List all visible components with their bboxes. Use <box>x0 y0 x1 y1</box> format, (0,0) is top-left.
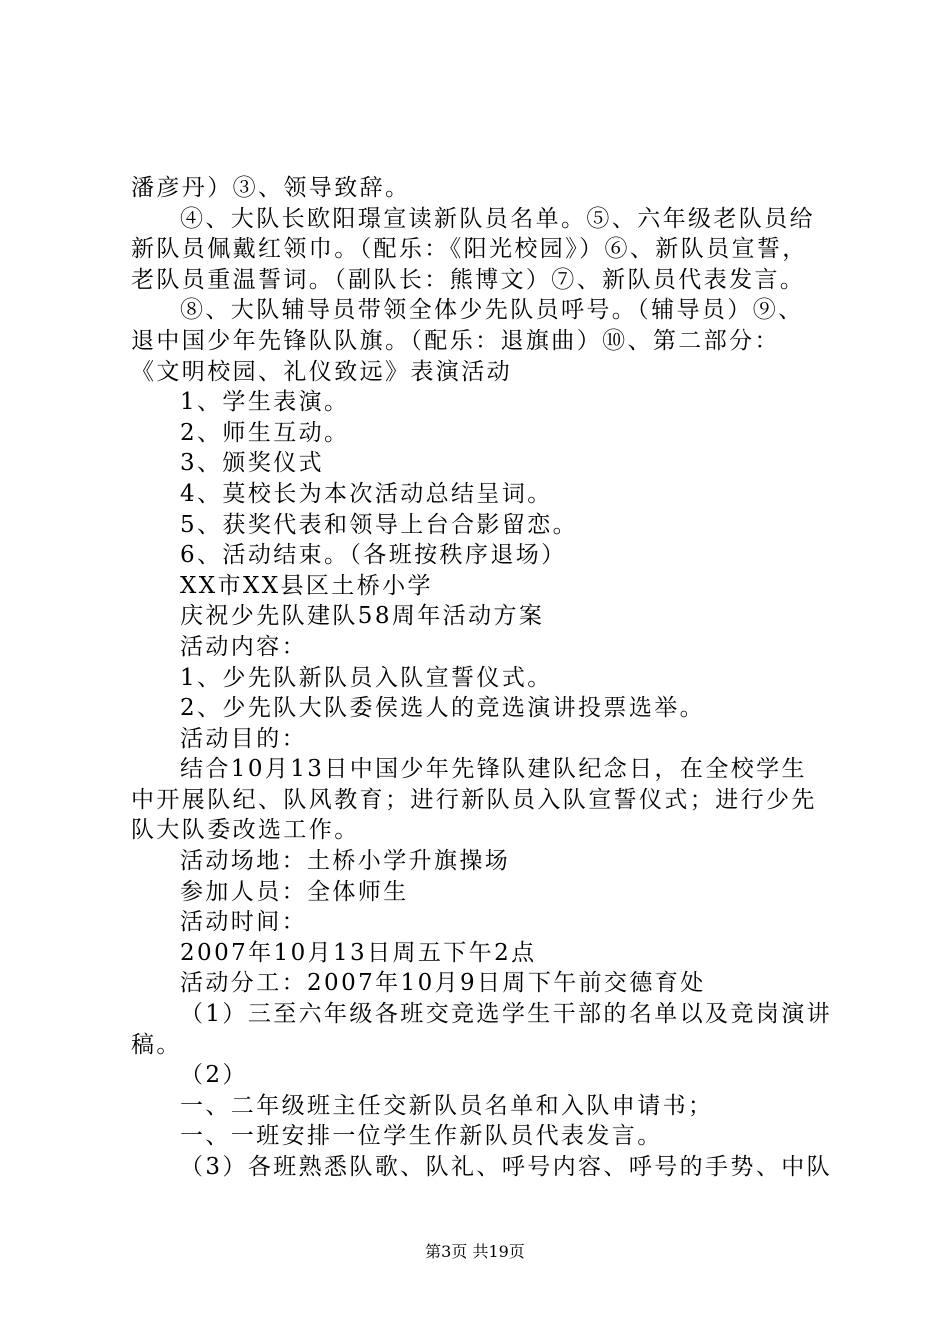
text-line: 参加人员：全体师生 <box>180 878 409 905</box>
text-line: 活动分工：2007年10月9日周下午前交德育处 <box>180 970 706 997</box>
text-line: 活动场地：土桥小学升旗操场 <box>180 848 511 875</box>
text-line: （1）三至六年级各班交竞选学生干部的名单以及竞岗演讲 <box>180 1001 833 1028</box>
text-line: （2） <box>180 1062 248 1089</box>
text-line: 老队员重温誓词。（副队长：熊博文）⑦、新队员代表发言。 <box>131 266 806 293</box>
text-line: （3）各班熟悉队歌、队礼、呼号内容、呼号的手势、中队 <box>180 1154 833 1180</box>
text-line: 潘彦丹）③、领导致辞。 <box>131 175 411 201</box>
text-line: 3、颁奖仪式 <box>180 450 325 477</box>
text-line: ⑧、大队辅导员带领全体少先队员呼号。（辅导员）⑨、 <box>180 297 804 324</box>
text-line: 5、获奖代表和领导上台合影留恋。 <box>180 511 579 538</box>
text-line: 2、少先队大队委侯选人的竞选演讲投票选举。 <box>180 695 706 722</box>
text-line: 活动目的： <box>180 725 307 752</box>
text-line: ④、大队长欧阳璟宣读新队员名单。⑤、六年级老队员给 <box>180 205 815 232</box>
text-line: 一、二年级班主任交新队员名单和入队申请书； <box>180 1092 714 1119</box>
text-line: 1、少先队新队员入队宣誓仪式。 <box>180 664 553 691</box>
text-line: 退中国少年先锋队队旗。（配乐：退旗曲）⑩、第二部分： <box>131 327 780 354</box>
text-line: 2007年10月13日周五下午2点 <box>180 939 537 966</box>
text-line: 庆祝少先队建队58周年活动方案 <box>180 603 545 630</box>
text-line: 队大队委改选工作。 <box>131 817 360 844</box>
text-line: 1、学生表演。 <box>180 389 350 416</box>
text-line: 中开展队纪、队风教育；进行新队员入队宣誓仪式；进行少先 <box>131 786 817 813</box>
text-line: 2、师生互动。 <box>180 419 350 446</box>
text-line: 结合10月13日中国少年先锋队建队纪念日，在全校学生 <box>180 756 807 783</box>
text-line: 活动时间： <box>180 909 307 936</box>
text-line: 6、活动结束。（各班按秩序退场） <box>180 542 567 569</box>
page-footer: 第3页 共19页 <box>425 1242 525 1261</box>
text-line: 新队员佩戴红领巾。（配乐：《阳光校园》）⑥、新队员宣誓， <box>131 236 808 263</box>
text-line: 活动内容： <box>180 633 307 660</box>
text-line: 《文明校园、礼仪致远》表演活动 <box>131 358 512 385</box>
text-line: 一、一班安排一位学生作新队员代表发言。 <box>180 1123 663 1150</box>
text-line: 稿。 <box>131 1031 182 1058</box>
text-line: 4、莫校长为本次活动总结呈词。 <box>180 480 553 507</box>
document-body <box>131 173 831 1183</box>
text-line: XX市XX县区土桥小学 <box>180 572 433 599</box>
